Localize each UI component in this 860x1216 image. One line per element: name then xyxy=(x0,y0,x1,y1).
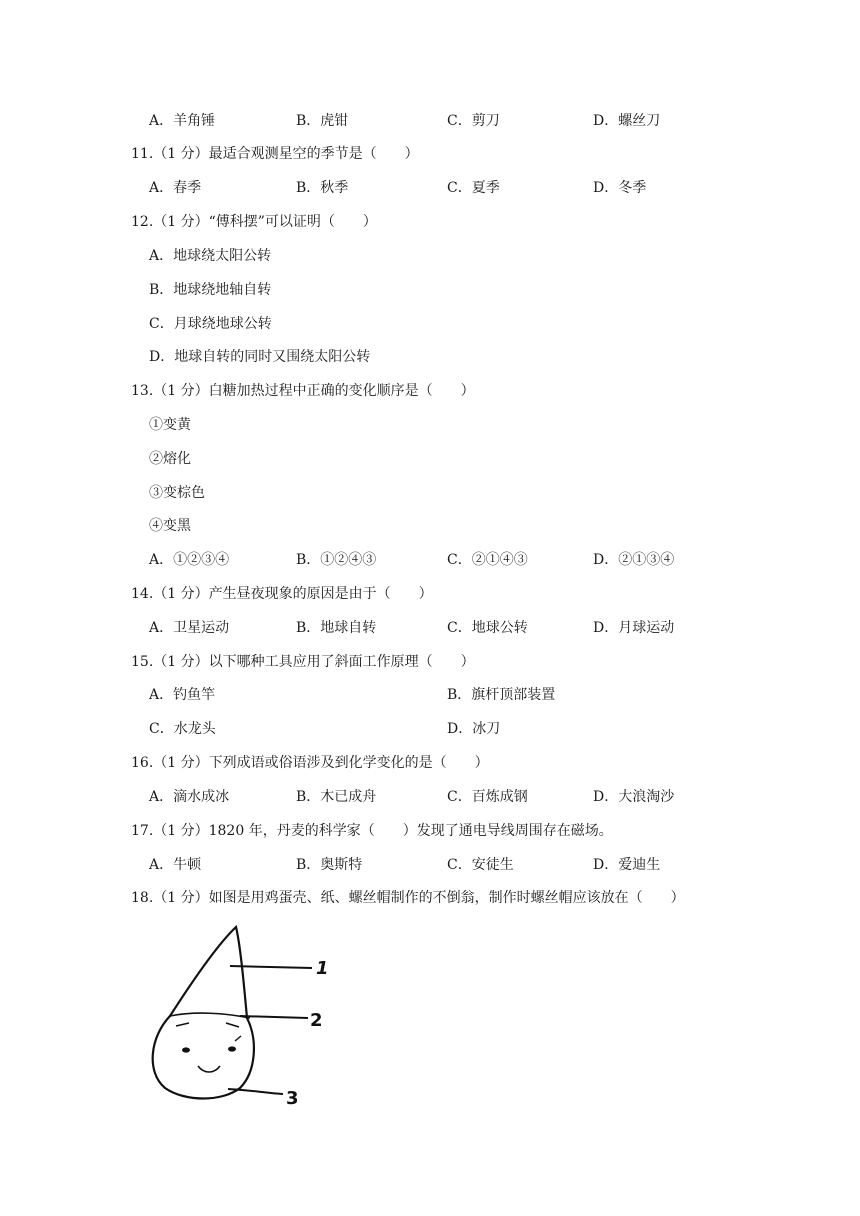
q15-option-b[interactable]: B．旗杆顶部装置 xyxy=(447,687,556,703)
q13-option-d[interactable]: D．②①③④ xyxy=(593,552,675,568)
q16-option-b[interactable]: B．木已成舟 xyxy=(296,789,377,805)
q17-option-b[interactable]: B．奥斯特 xyxy=(296,857,363,873)
q11-option-b[interactable]: B．秋季 xyxy=(296,180,349,196)
tumbler-diagram xyxy=(140,922,340,1112)
tumbler-figure xyxy=(140,922,340,1112)
q14-option-d[interactable]: D．月球运动 xyxy=(593,620,675,636)
q13-item-3: ③变棕色 xyxy=(149,485,205,501)
q12-option-c[interactable]: C．月球绕地球公转 xyxy=(149,316,272,332)
q13-item-4: ④变黑 xyxy=(149,518,191,534)
q11-option-d[interactable]: D．冬季 xyxy=(593,180,647,196)
left-eyebrow xyxy=(176,1023,189,1026)
q13-option-b[interactable]: B．①②④③ xyxy=(296,552,377,568)
q17-option-a[interactable]: A．牛顿 xyxy=(149,857,202,873)
q13-option-a[interactable]: A．①②③④ xyxy=(149,552,230,568)
q14-option-a[interactable]: A．卫星运动 xyxy=(149,620,230,636)
q18-stem: 18.（1 分）如图是用鸡蛋壳、纸、螺丝帽制作的不倒翁，制作时螺丝帽应该放在（ ） xyxy=(131,890,685,906)
q15-stem: 15.（1 分）以下哪种工具应用了斜面工作原理（ ） xyxy=(131,654,475,670)
figure-label-2: 2 xyxy=(310,1010,323,1031)
left-eye xyxy=(182,1047,190,1052)
q17-stem: 17.（1 分）1820 年，丹麦的科学家（ ）发现了通电导线周围存在磁场。 xyxy=(131,823,613,839)
figure-label-1: 1 xyxy=(316,958,329,979)
q14-option-c[interactable]: C．地球公转 xyxy=(447,620,528,636)
q17-option-d[interactable]: D．爱迪生 xyxy=(593,857,661,873)
q13-item-2: ②熔化 xyxy=(149,451,191,467)
right-eyebrow xyxy=(226,1023,239,1027)
q12-option-a[interactable]: A．地球绕太阳公转 xyxy=(149,248,272,264)
q15-option-c[interactable]: C．水龙头 xyxy=(149,721,216,737)
q10-option-a[interactable]: A．羊角锤 xyxy=(149,113,216,129)
leader-line-2 xyxy=(240,1016,308,1018)
q11-option-a[interactable]: A．春季 xyxy=(149,180,202,196)
q15-option-d[interactable]: D．冰刀 xyxy=(447,721,501,737)
right-eye xyxy=(228,1046,236,1051)
q11-option-c[interactable]: C．夏季 xyxy=(447,180,500,196)
q10-option-c[interactable]: C．剪刀 xyxy=(447,113,500,129)
q12-stem: 12.（1 分）“傅科摆”可以证明（ ） xyxy=(131,214,377,230)
q14-stem: 14.（1 分）产生昼夜现象的原因是由于（ ） xyxy=(131,586,433,602)
q14-option-b[interactable]: B．地球自转 xyxy=(296,620,377,636)
q16-stem: 16.（1 分）下列成语或俗语涉及到化学变化的是（ ） xyxy=(131,755,489,771)
q13-option-c[interactable]: C．②①④③ xyxy=(447,552,528,568)
q16-option-a[interactable]: A．滴水成冰 xyxy=(149,789,230,805)
egg-shell xyxy=(153,1016,254,1099)
q16-option-c[interactable]: C．百炼成钢 xyxy=(447,789,528,805)
q11-stem: 11.（1 分）最适合观测星空的季节是（ ） xyxy=(131,146,419,162)
q12-option-d[interactable]: D．地球自转的同时又围绕太阳公转 xyxy=(149,349,371,365)
q13-stem: 13.（1 分）白糖加热过程中正确的变化顺序是（ ） xyxy=(131,383,475,399)
cone-rim xyxy=(170,1013,250,1018)
q10-option-d[interactable]: D．螺丝刀 xyxy=(593,113,661,129)
q12-option-b[interactable]: B．地球绕地轴自转 xyxy=(149,282,272,298)
q17-option-c[interactable]: C．安徒生 xyxy=(447,857,514,873)
paper-cone xyxy=(170,927,247,1018)
figure-label-3: 3 xyxy=(286,1088,299,1109)
q10-option-b[interactable]: B．虎钳 xyxy=(296,113,349,129)
q15-option-a[interactable]: A．钓鱼竿 xyxy=(149,687,216,703)
q13-item-1: ①变黄 xyxy=(149,417,191,433)
mouth xyxy=(198,1066,220,1072)
right-eye-mark xyxy=(235,1036,241,1041)
q16-option-d[interactable]: D．大浪淘沙 xyxy=(593,789,675,805)
